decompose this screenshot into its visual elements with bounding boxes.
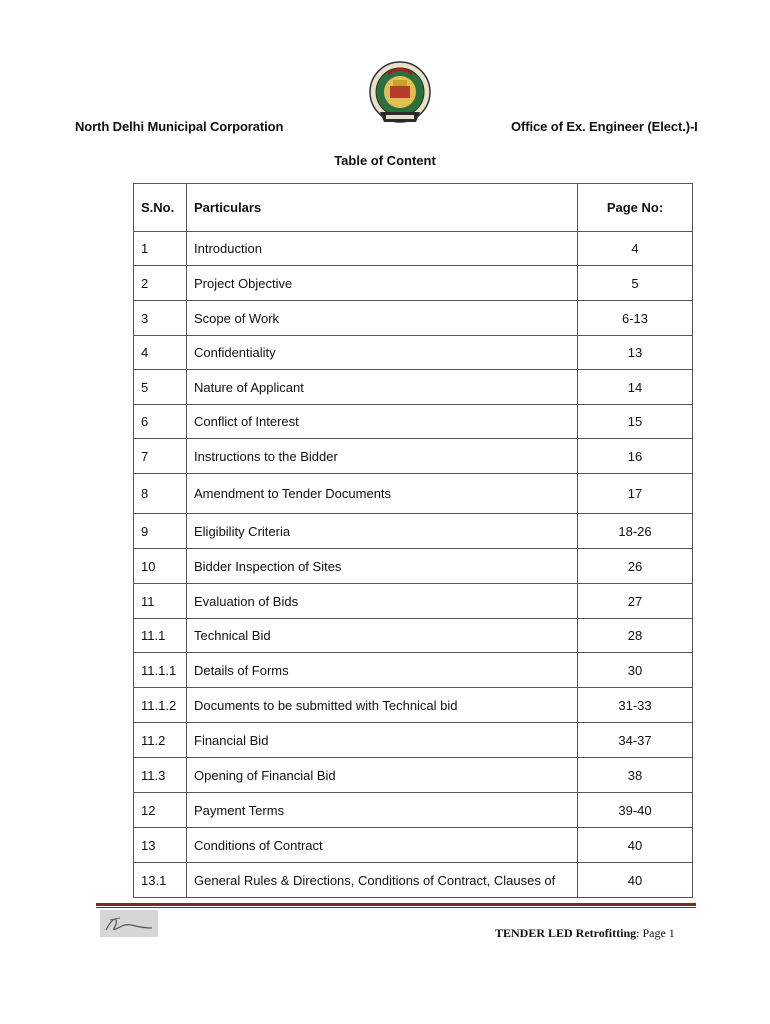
header-sno: S.No. bbox=[134, 184, 187, 232]
row-sno: 6 bbox=[134, 405, 187, 439]
row-sno: 11.2 bbox=[134, 723, 187, 758]
row-page-no: 15 bbox=[578, 405, 693, 439]
row-particular: Instructions to the Bidder bbox=[187, 439, 578, 474]
row-sno: 11.1.1 bbox=[134, 653, 187, 688]
row-particular: Nature of Applicant bbox=[187, 370, 578, 405]
table-of-contents bbox=[133, 183, 693, 898]
row-particular: General Rules & Directions, Conditions of Contract, Clauses of bbox=[187, 863, 578, 898]
row-page-no: 6-13 bbox=[578, 301, 693, 336]
row-page-no: 34-37 bbox=[578, 723, 693, 758]
row-page-no: 27 bbox=[578, 584, 693, 619]
table-row bbox=[134, 439, 693, 474]
row-particular: Financial Bid bbox=[187, 723, 578, 758]
row-sno: 13.1 bbox=[134, 863, 187, 898]
row-particular: Eligibility Criteria bbox=[187, 514, 578, 549]
row-particular: Scope of Work bbox=[187, 301, 578, 336]
table-row bbox=[134, 723, 693, 758]
table-row bbox=[134, 619, 693, 653]
table-row bbox=[134, 336, 693, 370]
row-page-no: 14 bbox=[578, 370, 693, 405]
row-sno: 8 bbox=[134, 474, 187, 514]
table-row bbox=[134, 688, 693, 723]
row-sno: 10 bbox=[134, 549, 187, 584]
row-sno: 11 bbox=[134, 584, 187, 619]
page-title: Table of Content bbox=[334, 153, 436, 168]
footer-rule-thin bbox=[96, 907, 696, 908]
footer-page-number: : Page 1 bbox=[636, 926, 675, 940]
row-page-no: 40 bbox=[578, 828, 693, 863]
signature-image bbox=[100, 910, 158, 937]
row-page-no: 38 bbox=[578, 758, 693, 793]
row-page-no: 31-33 bbox=[578, 688, 693, 723]
row-page-no: 16 bbox=[578, 439, 693, 474]
table-row bbox=[134, 370, 693, 405]
table-row bbox=[134, 474, 693, 514]
row-particular: Documents to be submitted with Technical bid bbox=[187, 688, 578, 723]
corporation-emblem-logo bbox=[366, 60, 434, 132]
table-row bbox=[134, 828, 693, 863]
row-particular: Bidder Inspection of Sites bbox=[187, 549, 578, 584]
row-page-no: 17 bbox=[578, 474, 693, 514]
table-row bbox=[134, 793, 693, 828]
table-row bbox=[134, 758, 693, 793]
table-row bbox=[134, 514, 693, 549]
row-particular: Amendment to Tender Documents bbox=[187, 474, 578, 514]
row-particular: Payment Terms bbox=[187, 793, 578, 828]
row-sno: 11.1.2 bbox=[134, 688, 187, 723]
row-particular: Project Objective bbox=[187, 266, 578, 301]
row-sno: 7 bbox=[134, 439, 187, 474]
footer-page-label bbox=[495, 926, 675, 941]
row-page-no: 5 bbox=[578, 266, 693, 301]
header-office-name: Office of Ex. Engineer (Elect.)-I bbox=[511, 119, 698, 134]
row-particular: Confidentiality bbox=[187, 336, 578, 370]
table-row bbox=[134, 584, 693, 619]
header-particulars: Particulars bbox=[187, 184, 578, 232]
table-header-row bbox=[134, 184, 693, 232]
table-row bbox=[134, 653, 693, 688]
row-sno: 5 bbox=[134, 370, 187, 405]
row-sno: 12 bbox=[134, 793, 187, 828]
row-particular: Conflict of Interest bbox=[187, 405, 578, 439]
row-sno: 2 bbox=[134, 266, 187, 301]
row-sno: 1 bbox=[134, 232, 187, 266]
row-particular: Introduction bbox=[187, 232, 578, 266]
row-page-no: 13 bbox=[578, 336, 693, 370]
row-particular: Technical Bid bbox=[187, 619, 578, 653]
row-particular: Conditions of Contract bbox=[187, 828, 578, 863]
row-sno: 4 bbox=[134, 336, 187, 370]
table-row bbox=[134, 549, 693, 584]
row-sno: 3 bbox=[134, 301, 187, 336]
table-row bbox=[134, 266, 693, 301]
row-page-no: 4 bbox=[578, 232, 693, 266]
table-row bbox=[134, 405, 693, 439]
header-organization-name: North Delhi Municipal Corporation bbox=[75, 119, 284, 134]
row-page-no: 40 bbox=[578, 863, 693, 898]
row-page-no: 26 bbox=[578, 549, 693, 584]
row-particular: Details of Forms bbox=[187, 653, 578, 688]
footer-document-name: TENDER LED Retrofitting bbox=[495, 926, 637, 940]
footer-rule bbox=[96, 903, 696, 906]
header-page-no: Page No: bbox=[578, 184, 693, 232]
row-sno: 11.3 bbox=[134, 758, 187, 793]
table-row bbox=[134, 232, 693, 266]
row-page-no: 30 bbox=[578, 653, 693, 688]
row-sno: 13 bbox=[134, 828, 187, 863]
row-page-no: 18-26 bbox=[578, 514, 693, 549]
row-page-no: 39-40 bbox=[578, 793, 693, 828]
row-page-no: 28 bbox=[578, 619, 693, 653]
table-row bbox=[134, 301, 693, 336]
row-particular: Evaluation of Bids bbox=[187, 584, 578, 619]
row-sno: 11.1 bbox=[134, 619, 187, 653]
row-sno: 9 bbox=[134, 514, 187, 549]
row-particular: Opening of Financial Bid bbox=[187, 758, 578, 793]
table-row bbox=[134, 863, 693, 898]
